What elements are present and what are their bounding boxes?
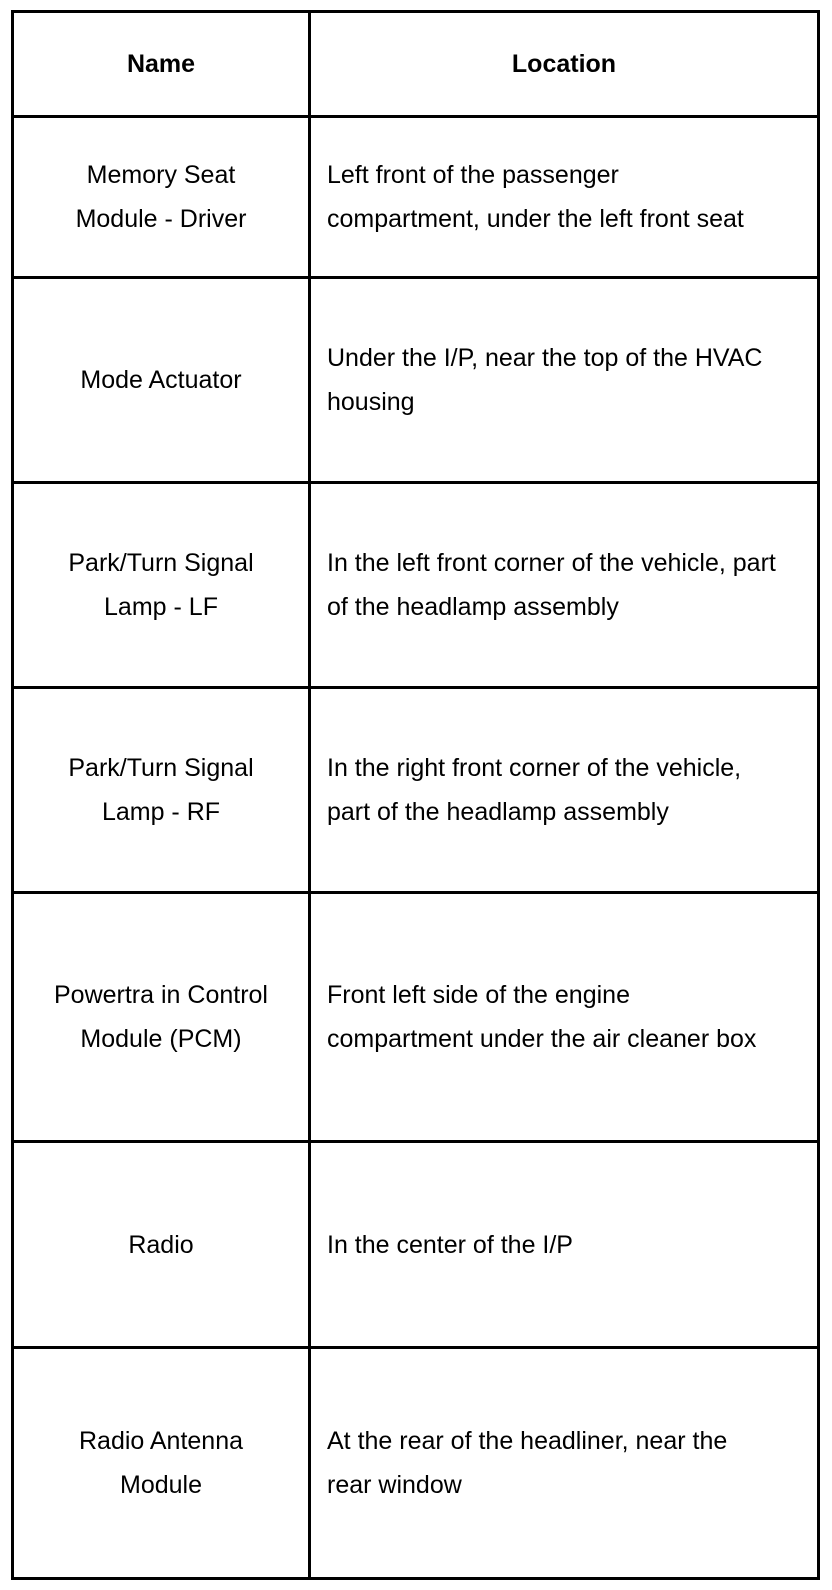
- component-name-cell: Mode Actuator: [13, 278, 310, 483]
- component-name-cell: Radio: [13, 1142, 310, 1348]
- component-name-cell: Park/Turn Signal Lamp - LF: [13, 483, 310, 688]
- component-name-cell: Powertra in Control Module (PCM): [13, 893, 310, 1142]
- component-location-table: [11, 10, 820, 1580]
- table-row: [13, 117, 819, 278]
- table-row: [13, 1348, 819, 1579]
- component-location-cell: In the left front corner of the vehicle, part of the headlamp assembly: [310, 483, 819, 688]
- component-location-cell: In the right front corner of the vehicle, part of the headlamp assembly: [310, 688, 819, 893]
- component-name-cell: Radio Antenna Module: [13, 1348, 310, 1579]
- table-row: [13, 1142, 819, 1348]
- component-location-cell: Front left side of the engine compartment under the air cleaner box: [310, 893, 819, 1142]
- component-name-cell: Memory Seat Module - Driver: [13, 117, 310, 278]
- location-column-header: Location: [310, 12, 819, 117]
- component-name-cell: Park/Turn Signal Lamp - RF: [13, 688, 310, 893]
- table-row: [13, 688, 819, 893]
- component-location-cell: Under the I/P, near the top of the HVAC housing: [310, 278, 819, 483]
- table-header-row: [13, 12, 819, 117]
- table-row: [13, 278, 819, 483]
- table-row: [13, 893, 819, 1142]
- component-location-cell: At the rear of the headliner, near the rear window: [310, 1348, 819, 1579]
- component-location-cell: Left front of the passenger compartment, under the left front seat: [310, 117, 819, 278]
- component-location-cell: In the center of the I/P: [310, 1142, 819, 1348]
- table-row: [13, 483, 819, 688]
- name-column-header: Name: [13, 12, 310, 117]
